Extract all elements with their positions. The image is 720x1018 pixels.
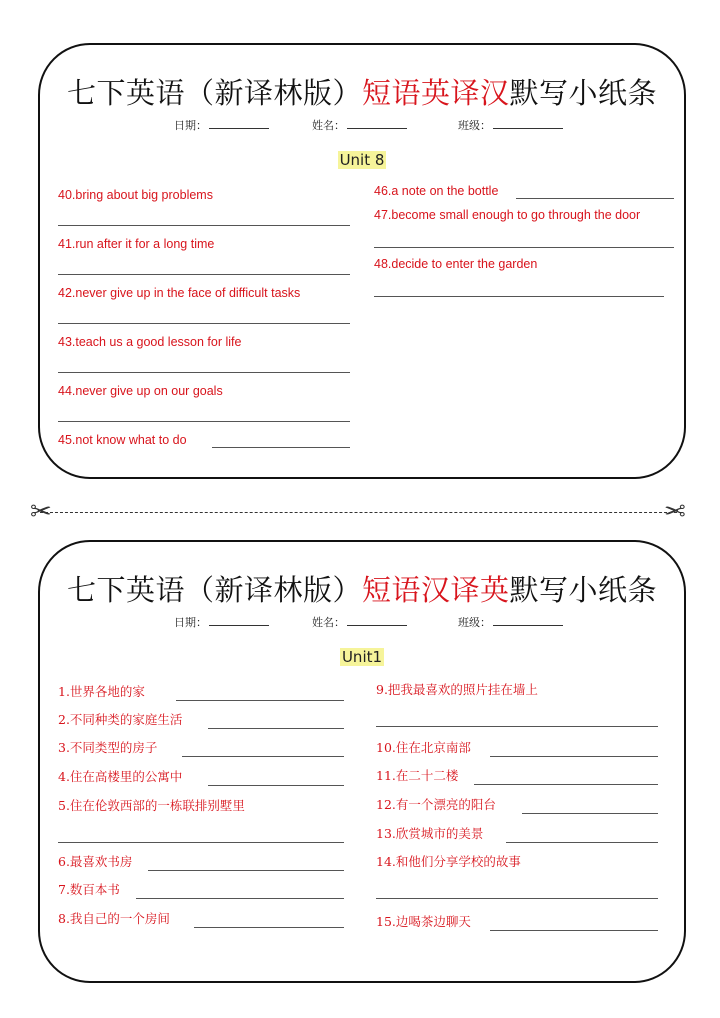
class-label: 班级： bbox=[458, 119, 491, 132]
answer-line[interactable] bbox=[522, 813, 658, 814]
list-item: 13.欣赏城市的美景 bbox=[376, 826, 484, 841]
list-item: 45.not know what to do bbox=[58, 433, 187, 447]
list-item: 3.不同类型的房子 bbox=[58, 740, 158, 755]
list-item: 7.数百本书 bbox=[58, 882, 120, 897]
class-blank[interactable] bbox=[493, 615, 563, 626]
list-item: 8.我自己的一个房间 bbox=[58, 911, 170, 926]
answer-line[interactable] bbox=[182, 756, 344, 757]
date-label: 日期： bbox=[174, 616, 207, 629]
list-item: 43.teach us a good lesson for life bbox=[58, 335, 242, 349]
answer-line[interactable] bbox=[208, 785, 344, 786]
name-blank[interactable] bbox=[347, 615, 407, 626]
list-item: 15.边喝茶边聊天 bbox=[376, 914, 471, 929]
list-item: 40.bring about big problems bbox=[58, 188, 213, 202]
date-blank[interactable] bbox=[209, 615, 269, 626]
answer-line[interactable] bbox=[212, 447, 350, 448]
answer-line[interactable] bbox=[490, 756, 658, 757]
list-item: 12.有一个漂亮的阳台 bbox=[376, 797, 496, 812]
answer-line[interactable] bbox=[58, 323, 350, 324]
list-item: 41.run after it for a long time bbox=[58, 237, 215, 251]
list-item: 2.不同种类的家庭生活 bbox=[58, 712, 183, 727]
list-item: 6.最喜欢书房 bbox=[58, 854, 133, 869]
answer-line[interactable] bbox=[176, 700, 344, 701]
list-item: 46.a note on the bottle bbox=[374, 184, 499, 198]
answer-line[interactable] bbox=[58, 372, 350, 373]
list-item: 14.和他们分享学校的故事 bbox=[376, 854, 521, 869]
answer-line[interactable] bbox=[490, 930, 658, 931]
answer-line[interactable] bbox=[58, 274, 350, 275]
list-item: 10.住在北京南部 bbox=[376, 740, 471, 755]
bottom-dictation-card bbox=[38, 540, 686, 983]
unit-heading: Unit 8 bbox=[339, 151, 385, 169]
answer-line[interactable] bbox=[506, 842, 658, 843]
answer-line[interactable] bbox=[516, 198, 674, 199]
answer-line[interactable] bbox=[148, 870, 344, 871]
list-item: 47.become small enough to go through the door bbox=[374, 208, 641, 222]
list-item: 11.在二十二楼 bbox=[376, 768, 459, 783]
answer-line[interactable] bbox=[376, 726, 658, 727]
answer-line[interactable] bbox=[194, 927, 344, 928]
name-blank[interactable] bbox=[347, 118, 407, 129]
answer-line[interactable] bbox=[374, 296, 664, 297]
unit-heading: Unit1 bbox=[341, 648, 383, 666]
top-dictation-card bbox=[38, 43, 686, 479]
scissors-icon: ✂ bbox=[30, 497, 52, 527]
class-blank[interactable] bbox=[493, 118, 563, 129]
list-item: 4.住在高楼里的公寓中 bbox=[58, 769, 183, 784]
list-item: 48.decide to enter the garden bbox=[374, 257, 538, 271]
class-label: 班级： bbox=[458, 616, 491, 629]
name-label: 姓名： bbox=[312, 616, 345, 629]
list-item: 44.never give up on our goals bbox=[58, 384, 223, 398]
scissors-icon: ✂ bbox=[664, 497, 686, 527]
list-item: 5.住在伦敦西部的一栋联排别墅里 bbox=[58, 798, 245, 813]
cut-line bbox=[40, 512, 682, 513]
answer-line[interactable] bbox=[58, 421, 350, 422]
answer-line[interactable] bbox=[58, 842, 344, 843]
list-item: 42.never give up in the face of difficult tasks bbox=[58, 286, 301, 300]
answer-line[interactable] bbox=[374, 247, 674, 248]
list-item: 1.世界各地的家 bbox=[58, 684, 145, 699]
date-blank[interactable] bbox=[209, 118, 269, 129]
top-card-title: 七下英语（新译林版）短语英译汉默写小纸条 bbox=[66, 76, 658, 110]
answer-line[interactable] bbox=[208, 728, 344, 729]
answer-line[interactable] bbox=[376, 898, 658, 899]
answer-line[interactable] bbox=[136, 898, 344, 899]
answer-line[interactable] bbox=[58, 225, 350, 226]
bottom-card-title: 七下英语（新译林版）短语汉译英默写小纸条 bbox=[66, 573, 658, 607]
list-item: 9.把我最喜欢的照片挂在墙上 bbox=[376, 682, 538, 697]
answer-line[interactable] bbox=[474, 784, 658, 785]
name-label: 姓名： bbox=[312, 119, 345, 132]
date-label: 日期： bbox=[174, 119, 207, 132]
